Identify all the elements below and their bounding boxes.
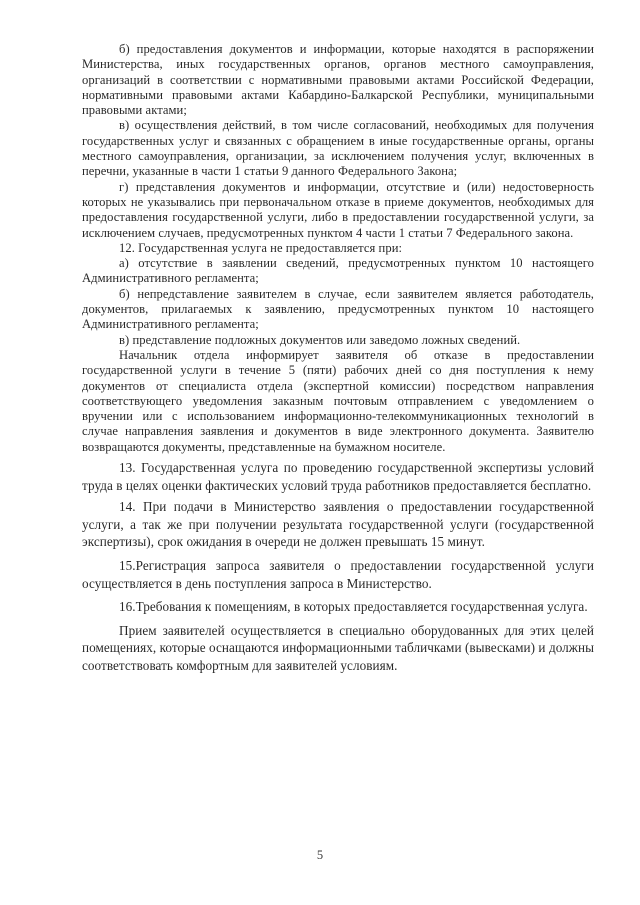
paragraph-16: 16.Требования к помещениям, в которых предоставляется государственная услуга. bbox=[119, 599, 588, 615]
paragraph-reception: Прием заявителей осуществляется в специально оборудованных для этих целей помещениях, которые оснащаются информационными табличками (вывесками) и должны соответствовать комфортным для заявителей условиям. bbox=[82, 622, 594, 673]
paragraph-12v: в) представление подложных документов или заведомо ложных сведений. bbox=[119, 332, 521, 347]
paragraph-b-documents: б) предоставления документов и информации, которые находятся в распоряжении Министерства, иных государственных органов, органов местного самоуправления, организаций в соответствии с нормативными правовыми актами Российской Федерации, нормативными правовыми актами Кабардино-Балкарской Республики, муниципальными правовыми актами; bbox=[82, 42, 594, 118]
paragraph-v-actions: в) осуществления действий, в том числе согласований, необходимых для получения государственных услуг и связанных с обращением в иные государственные органы, органы местного самоуправления, организации, за исключением получения услуг, включенных в перечни, указанные в части 1 статьи 9 данного Федерального Закона; bbox=[82, 118, 594, 179]
paragraph-12a: а) отсутствие в заявлении сведений, предусмотренных пунктом 10 настоящего Административного регламента; bbox=[82, 256, 594, 286]
page-number: 5 bbox=[316, 848, 324, 862]
paragraph-12-heading: 12. Государственная услуга не предоставляется при: bbox=[119, 240, 403, 255]
paragraph-15: 15.Регистрация запроса заявителя о предоставлении государственной услуги осуществляется в день поступления запроса в Министерство. bbox=[82, 557, 594, 591]
document-body bbox=[82, 42, 594, 675]
paragraph-12b: б) непредставление заявителем в случае, если заявителем является работодатель, документов, прилагаемых к заявлению, предусмотренных пунктом 10 настоящего Административного регламента; bbox=[82, 286, 594, 332]
paragraph-g-documents: г) представления документов и информации, отсутствие и (или) недостоверность которых не указывались при первоначальном отказе в приеме документов, необходимых для предоставления государственной услуги, либо в предоставлении государственной услуги, за исключением случаев, предусмотренных пунктом 4 части 1 статьи 7 Федерального закона. bbox=[82, 179, 594, 240]
paragraph-14: 14. При подачи в Министерство заявления о предоставлении государственной услуги, а так же при получении результата государственной услуги (государственной экспертизы), срок ожидания в очереди не должен превышать 15 минут. bbox=[82, 499, 594, 550]
paragraph-refusal-notice: Начальник отдела информирует заявителя об отказе в предоставлении государственной услуги в течение 5 (пяти) рабочих дней со дня поступления к нему документов от специалиста отдела (экспертной комиссии) посредством направления соответствующего уведомления заказным почтовым отправлением с уведомлением о вручении или с использованием информационно-телекоммуникационных технологий в случае направления заявления и документов в виде электронного документа. Заявителю возвращаются документы, представленные на бумажном носителе. bbox=[82, 347, 594, 454]
paragraph-13: 13. Государственная услуга по проведению государственной экспертизы условий труда в целях оценки фактических условий труда работников предоставляется бесплатно. bbox=[82, 460, 594, 493]
